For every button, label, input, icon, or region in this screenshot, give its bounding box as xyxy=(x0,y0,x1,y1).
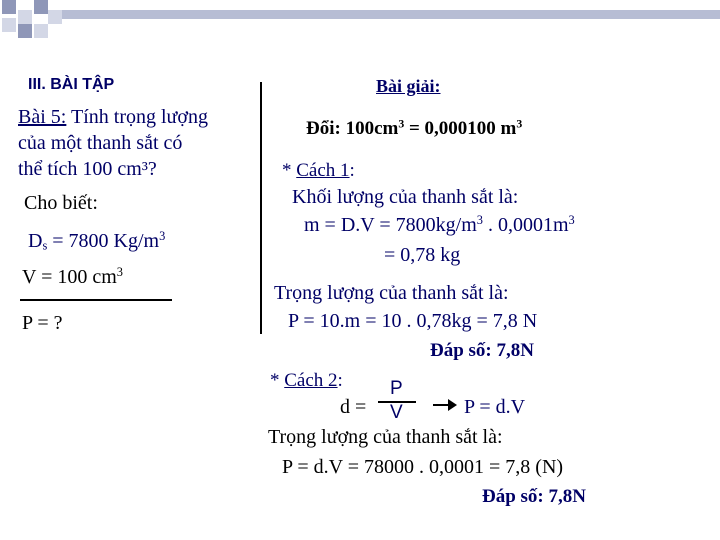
weight-label-2: Trọng lượng của thanh sắt là: xyxy=(268,426,503,448)
problem-label: Bài 5: xyxy=(18,106,67,128)
given-label: Cho biết: xyxy=(24,192,98,214)
decoration-square xyxy=(18,24,32,38)
given-density: $D_s = 7800$ $Kg/m^3$ xyxy=(28,229,166,253)
method-1-label: Cách 1 xyxy=(296,160,350,181)
header-decoration-bar xyxy=(58,10,720,19)
answer-1: Đáp số: 7,8N xyxy=(430,340,534,361)
decoration-square xyxy=(48,10,62,24)
answer-2: Đáp số: 7,8N xyxy=(482,486,586,507)
decoration-square xyxy=(34,0,48,14)
fraction-denominator: V xyxy=(390,402,403,423)
unit-conversion: Đổi: $100cm^3 = 0,000100$ $m^3$ xyxy=(306,117,523,139)
weight-equation-2: P = d.V = 78000 . 0,0001 = 7,8 (N) xyxy=(282,456,564,478)
problem-line-3: thể tích 100 cm³? xyxy=(18,158,157,180)
column-divider xyxy=(260,82,262,334)
d-fraction xyxy=(362,380,424,426)
decoration-square xyxy=(2,0,16,14)
method-2-heading: * Cách 2: xyxy=(270,370,343,391)
formula-rhs: P = d.V xyxy=(464,396,526,418)
mass-result: = 0,78 kg xyxy=(384,244,461,266)
fraction-numerator: P xyxy=(390,378,403,399)
given-separator-line xyxy=(20,299,172,301)
method-1-heading: * Cách 1: xyxy=(282,160,355,181)
method-2-label: Cách 2 xyxy=(284,370,338,391)
mass-label: Khối lượng của thanh sắt là: xyxy=(292,186,519,208)
section-title: III. BÀI TẬP xyxy=(28,76,115,93)
weight-equation-1: P = 10.m = 10 . 0,78kg = 7,8 N xyxy=(288,310,538,332)
mass-equation: $m = D.V = 7800kg/m^3$ . $0,0001m^3$ xyxy=(304,213,575,236)
decoration-square xyxy=(18,10,32,24)
problem-line-1 xyxy=(18,106,208,129)
implies-arrow-icon xyxy=(432,398,458,412)
given-volume: V = 100 $cm^3$ xyxy=(22,265,123,288)
problem-text-1: Tính trọng lượng xyxy=(70,106,208,128)
decoration-square xyxy=(2,18,16,32)
solution-title: Bài giải: xyxy=(376,76,441,96)
problem-line-2: của một thanh sắt có xyxy=(18,132,183,154)
weight-label-1: Trọng lượng của thanh sắt là: xyxy=(274,282,509,304)
decoration-square xyxy=(34,24,48,38)
formula-lhs: d = xyxy=(340,396,367,418)
unknown-weight: P = ? xyxy=(22,312,63,334)
